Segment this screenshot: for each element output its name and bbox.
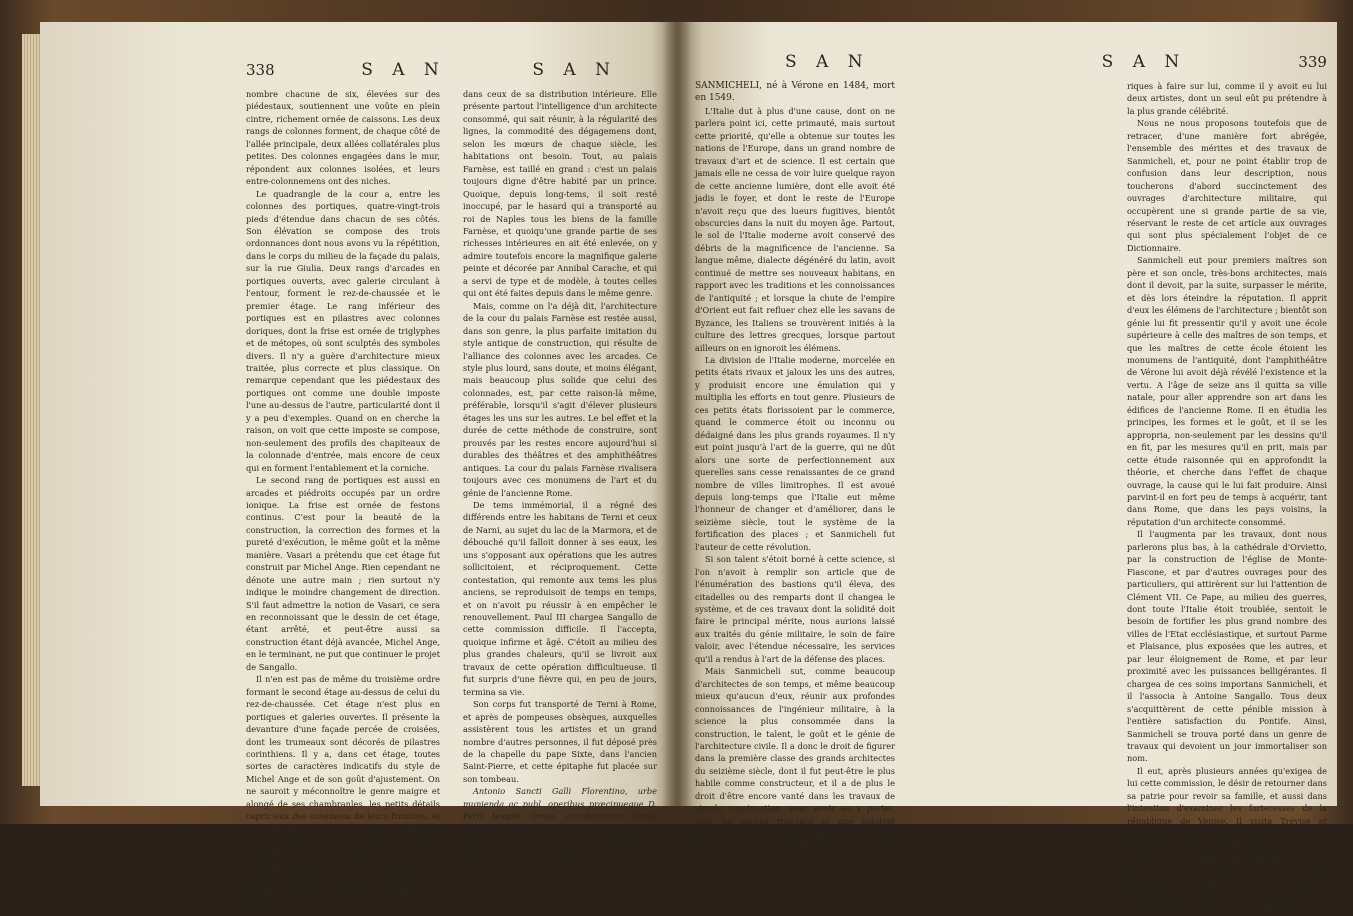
paragraph: Mais Sanmicheli sut, comme beaucoup d'architectes de son temps, et même beaucoup mieux qu'aucun d'eux, réunir aux profondes connoissances de l'ingénieur militaire, à la science la plus consommée dans la construction, le talent, le goût et le génie de l'architecture civile. Il a donc le droit de figurer dans la première classe des grands architectes du seizième siècle, dont il fut peut-être le plus habile comme constructeur, et il a de plus le droit d'être encore vanté dans les travaux de simple construction, pour avoir su y porter, avec un succès très-rare et une habileté particulière, le génie de l'architecte. <box>695 666 895 839</box>
paragraph: Le second rang de portiques est aussi en arcades et piédroits occupés par un ordre ionique. La frise est ornée de festons continus. C'est pour la beauté de la construction, la correction des formes et la pureté d'exécution, le même goût et la même manière. Vasari a prétendu que cet étage fut construit par Michel Ange. Rien cependant ne dénote une autre main ; rien surtout n'y indique le moindre changement de direction. S'il faut admettre la notion de Vasari, ce sera en reconnoissant que le dessin de cet étage, étant arrêté, et peut-être aussi sa construction étant déjà avancée, Michel Ange, en le terminant, ne put que continuer le projet de Sangallo. <box>246 475 440 672</box>
paragraph: De tems immémorial, il a régné des différends entre les habitans de Terni et ceux de Narni, au sujet du lac de la Marmora, et de débouché qu'il falloit donner à ses eaux, les uns s'opposant aux opérations que les autres sollicitoient, et réciproquement. Cette contestation, qui remonte aux tems les plus anciens, se reproduisoit de temps en temps, et on n'avoit pu réussir à en empêcher le renouvellement. Paul III chargea Sangallo de cette commission difficile. Il l'accepta, quoique infirme et âgé. C'étoit au milieu des plus grandes chaleurs, qu'il se livroit aux travaux de cette opération difficultueuse. Il fut surpris d'une fièvre qui, en peu de jours, termina sa vie. <box>463 499 657 697</box>
paragraph: Il n'en est pas de même du troisième ordre formant le second étage au-dessus de celui du rez-de-chaussée. Cet étage n'est plus en portiques et galeries ouvertes. Il présente la devanture d'une façade percée de croisées, dont les trumeaux sont décorés de pilastres corinthiens. Il y a, dans cet étage, toutes sortes de caractères indicatifs du style de Michel Ange et de son goût d'ajustement. On ne sauroit y méconnoître le genre maigre et alongé de ses chambranles, les petits détails capricieux des ornemens de leurs frontons, et cette pratique de ressauts ou de pilastres doublés, dont on retrouvent difficilement des exemples avant Michel Ange. <box>246 674 440 859</box>
paragraph: Si son talent s'étoit borné à cette science, si l'on n'avoit à remplir son article que de l'énumération des bastions qu'il éleva, des citadelles ou des remparts dont il changea le système, et de ces travaux dont la solidité doit faire le principal mérite, nous aurions laissé aux traités du génie militaire, le soin de faire valoir, avec l'étendue nécessaire, les services qu'il a rendus à l'art de la défense des places. <box>695 554 895 664</box>
epitaph: Antonio Sancti Galli Florentino, urbe munienda ac publ. operibus præcipueque D. Petri templo ornan. architectorum facile principi, dum Velini lacus emissionem parat, Paulo Pont. Max. auctore, Interamnæ intempestivè exstincto, Isabella Deta uxor. mæstiss. posuit 1546. III. Kalend. octobris. <box>463 786 657 872</box>
paragraph: Le quadrangle de la cour a, entre les colonnes des portiques, quatre-vingt-trois pieds d'étendue dans chacun de ses côtés. Son élévation se compose des trois ordonnances dont nous avons vu la répétition, dans le corps du milieu de la façade du palais, sur la rue Giulia. Deux rangs d'arcades en portiques ouverts, avec galerie circulant à l'entour, forment le rez-de-chaussée et le premier étage. Le rang inférieur des portiques est en pilastres avec colonnes doriques, dont la frise est ornée de triglyphes et de métopes, où sont sculptés des symboles divers. Il n'y a guère d'architecture mieux traitée, plus correcte et plus classique. On remarque cependant que les piédestaux des portiques ont comme une double imposte l'une au-dessus de l'autre, particularité dont il y a peu d'exemples. Quand on en cherche la raison, on voit que cette imposte se compose, non-seulement des profils des chapiteaux de la colonnade d'entrée, mais encore de ceux qui en forment l'entablement et la corniche. <box>246 188 440 473</box>
paragraph: La division de l'Italie moderne, morcelée en petits états rivaux et jaloux les uns des autres, y produisit encore une émulation qui y multiplia les efforts en tout genre. Plusieurs de ces petits états florissoient par le commerce, quand le commerce étoit ou inconnu ou dédaigné dans les plus grands royaumes. Il n'y eut point jusqu'à l'art de la guerre, qui ne dût alors une sorte de perfectionnement aux querelles sans cesse renaissantes de ce grand nombre de villes limitrophes. Il est avoué depuis long-temps que l'Italie eut même l'honneur de changer et d'améliorer, dans le seizième siècle, tout le système de la fortification des places ; et Sanmicheli fut l'auteur de cette révolution. <box>695 354 895 552</box>
left-running-title-2: S A N <box>532 60 617 80</box>
right-page <box>677 22 1337 915</box>
right-running-head <box>695 52 1327 78</box>
paragraph: dans ceux de sa distribution intérieure. Elle présente partout l'intelligence d'un architecte consommé, qui sait réunir, à la régularité des lignes, la commodité des dégagemens dont, selon les mœurs de chaque siècle, les habitations ont besoin. Tout, au palais Farnèse, est taillé en grand : c'est un palais toujours digne d'être habité par un prince. Quoique, depuis long-tems, il soit resté inoccupé, par le hasard qui a transporté au roi de Naples tous les biens de la famille Farnèse, et quoiqu'une grande partie de ses richesses intérieures en ait été enlevée, on y admire toutefois encore la magnifique galerie peinte et décorée par Annibal Carache, et qui a servi de type et de modèle, à toutes celles qui ont été faites depuis dans le même genre. <box>463 89 657 299</box>
left-page-number: 338 <box>246 61 275 79</box>
paragraph: riques à faire sur lui, comme il y avoit eu lui deux artistes, dont un seul eût pu prétendre à la plus grande célébrité. <box>1127 81 1327 116</box>
left-column-1 <box>246 88 440 910</box>
paragraph: Il y auroit, dans la réalité, deux notices histo- <box>705 840 894 851</box>
paragraph: Nous ne nous proposons toutefois que de retracer, d'une manière fort abrégée, l'ensemble des mérites et des travaux de Sanmicheli, et, pour ne point établir trop de confusion dans leur description, nous toucherons d'abord succinctement des ouvrages d'architecture militaire, qui occupèrent une si grande partie de sa vie, réservant le reste de cet article aux ouvrages qui sont plus spécialement l'objet de ce Dictionnaire. <box>1127 118 1327 253</box>
entry-heading: SANMICHELI, né à Vérone en 1484, mort en 1549. <box>695 81 895 104</box>
paragraph: Mais, comme on l'a déjà dit, l'architecture de la cour du palais Farnèse est restée aussi, dans son genre, la plus parfaite imitation du style antique de construction, qui résulte de l'alliance des colonnes avec les arcades. Ce style plus lourd, sans doute, et moins élégant, mais beaucoup plus solide que celui des colonnades, est, par cette raison-là même, préférable, lorsqu'il s'agit d'élever plusieurs étages les uns sur les autres. Le bel effet et la durée de cette méthode de construire, sont prouvés par les restes encore aujourd'hui si durables des théâtres et des amphithéâtres antiques. La cour du palais Farnèse rivalisera toujours avec ces monumens de l'art et du génie de l'ancienne Rome. <box>463 300 657 498</box>
left-running-title: S A N <box>361 60 446 80</box>
page-edges-left <box>22 34 42 786</box>
right-column-1 <box>695 80 895 916</box>
right-running-title-2: S A N <box>1101 52 1187 72</box>
paragraph: Sanmicheli eut pour premiers maîtres son père et son oncle, très-bons architectes, mais dont il devoit, par la suite, surpasser le mérite, et dès lors éteindre la réputation. Il apprit d'eux les élémens de l'architecture ; bientôt son génie lui fit pressentir qu'il y avoit une école supérieure à celle des maîtres de son temps, et que les maîtres de cette école étoient les monumens de l'antiquité, dont l'amphithéâtre de Vérone lui avoit déjà révélé l'existence et la vertu. A l'âge de seize ans il quitta sa ville natale, pour aller apprendre son art dans les édifices de l'ancienne Rome. Il en étudia les principes, les formes et le goût, et il se les appropria, non-seulement par les dessins qu'il en fit, par les mesures qu'il en prit, mais par cette étude raisonnée qui en approfondit la théorie, et cherche dans l'effet de chaque ouvrage, la cause qui le lui fait produire. Ainsi parvint-il en fort peu de temps à acquérir, tant dans Rome, que dans les pays voisins, la réputation d'un architecte consommé. <box>1127 255 1327 527</box>
left-page <box>40 22 677 909</box>
right-column-2 <box>1127 80 1327 916</box>
right-running-title-1: S A N <box>785 52 870 72</box>
paragraph: nombre chacune de six, élevées sur des piédestaux, soutiennent une voûte en plein cintre, richement ornée de caissons. Les deux rangs de colonnes forment, de chaque côté de l'allée principale, deux allées collatérales plus petites. Des colonnes engagées dans le mur, répondent aux colonnes isolées, et leurs entre-colonnemens ont des niches. <box>246 89 440 187</box>
paragraph: L'Italie dut à plus d'une cause, dont on ne parlera point ici, cette primauté, mais surtout cette priorité, qu'elle a obtenue sur toutes les nations de l'Europe, dans un grand nombre de travaux d'art et de science. Il est certain que jamais elle ne cessa de voir luire quelque rayon de cette ancienne lumière, dont elle avoit été jadis le foyer, et dont le reste de l'Europe n'avoit reçu que des lueurs fugitives, bientôt obscurcies dans la nuit du moyen âge. Partout, le sol de l'Italie moderne avoit conservé des débris de la magnificence de l'ancienne. Sa langue même, dialecte dégénéré du latin, avoit continué de mettre ses nouveaux habitans, en rapport avec les traditions et les connoissances de l'antiquité ; et lorsque la chute de l'empire d'Orient eut fait refluer chez elle les savans de Byzance, les Italiens se trouvèrent initiés à la culture des lettres grecques, lorsque partout ailleurs on en ignoroit les élémens. <box>695 105 895 353</box>
left-running-head <box>246 60 657 86</box>
right-page-number: 339 <box>1298 53 1327 71</box>
paragraph: On feroit un article beaucoup trop long, si, après avoir parcouru les détails de l'architecture extérieure du palais Farnèse, on prétendoit entrer <box>246 861 440 909</box>
book-gutter <box>662 22 692 806</box>
signature-mark: V v 2 <box>1263 904 1287 915</box>
paragraph: Son corps fut transporté de Terni à Rome, et après de pompeuses obsèques, auxquelles assistèrent tous les artistes et un grand nombre d'autres personnes, il fut déposé près de la chapelle du pape Sixte, dans l'ancien Saint-Pierre, et cette épitaphe fut placée sur son tombeau. <box>463 699 657 784</box>
paragraph: Il l'augmenta par les travaux, dont nous parlerons plus bas, à la cathédrale d'Orvietto, par la construction de l'église de Monte-Fiascone, et par d'autres ouvrages pour des particuliers, qui attirèrent sur lui l'attention de Clément VII. Ce Pape, au milieu des guerres, dont toute l'Italie étoit troublée, sentoit le besoin de fortifier les plus grand nombre des villes de l'Etat ecclésiastique, et surtout Parme et Plaisance, plus exposées que les autres, et par leur éloignement de Rome, et par leur proximité avec les puissances belligérantes. Il chargea de ces soins importans Sanmicheli, et il l'associa à Antoine Sangallo. Tous deux s'acquittèrent de cette pénible mission à l'entière satisfaction du Pontife. Ainsi, Sanmicheli se trouva porté dans un genre de travaux qui devoient un jour immortaliser son nom. <box>1127 529 1327 764</box>
left-column-2 <box>463 88 657 910</box>
paragraph: Il eut, après plusieurs années qu'exigea de lui cette commission, le désir de retourner dans sa patrie pour revoir sa famille, et aussi dans l'intention d'examiner les forteresses de la république de Venise. Il visita Trévise et Padoue, sans autre vue que d'en étudier, sous le rapport de l'art, les constructions militaires. Le gouvernement vénitien lui soupçonna d'autres projets, et le fit arrêter comme espion. L'examen de sa conduite et de sa personne ne tarda pas à démontrer qu'on <box>1127 765 1328 901</box>
